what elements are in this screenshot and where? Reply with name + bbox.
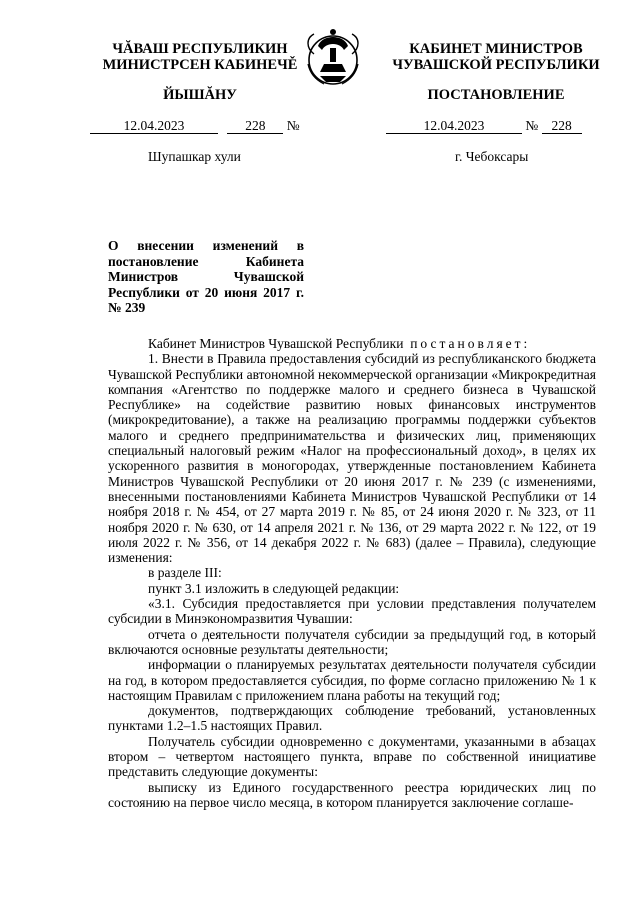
- left-number-sign: №: [286, 118, 300, 133]
- intro-paragraph: [108, 336, 596, 351]
- paragraph-9: выписку из Единого государственного реестра юридических лиц по состоянию на первое число месяца, в котором планируется заключение соглаше-: [108, 779, 596, 810]
- left-city: Шупашкар хули: [148, 149, 241, 164]
- left-date: 12.04.2023: [90, 118, 218, 134]
- header-left-line1: ЧĂВАШ РЕСПУБЛИКИН: [112, 41, 288, 57]
- chuvash-coat-of-arms-icon: [300, 24, 366, 88]
- intro-text: Кабинет Министров Чувашской Республики: [148, 336, 404, 351]
- header-left-kind: ЙЫШĂНУ: [163, 87, 237, 103]
- header-left-line2: МИНИСТРСЕН КАБИНЕЧĚ: [102, 57, 298, 73]
- paragraph-1: 1. Внести в Правила предоставления субсидий из республиканского бюджета Чувашской Республики автономной некоммерческой организации «Микрокредитная компания «Агентство по поддержке малого и среднего бизнеса в Чувашской Республике» на содействие развитию новых финансовых инструментов (микрокредитование), а также на реализацию программы поддержки субъектов малого и среднего предпринимательства и физических лиц, применяющих специальный налоговый режим «Налог на профессиональный доход», в целях их ускоренного развития в моногородах, утвержденные постановлением Кабинета Министров Чувашской Республики от 20 июня 2017 г. № 239 (с изменениями, внесенными постановлениями Кабинета Министров Чувашской Республики от 14 ноября 2018 г. № 454, от 27 марта 2019 г. № 85, от 24 июня 2020 г. № 323, от 11 ноября 2020 г. № 630, от 14 апреля 2021 г. № 136, от 29 марта 2022 г. № 122, от 19 июля 2022 г. № 356, от 14 декабря 2022 г. № 683) (далее – Правила), следующие изменения:: [108, 351, 596, 566]
- paragraph-6: информации о планируемых результатах деятельности получателя субсидии на год, в котором предоставляется субсидия, по форме согласно приложению № 1 к настоящим Правилам с приложением плана работы на текущий год;: [108, 657, 596, 703]
- paragraph-7: документов, подтверждающих соблюдение требований, установленных пунктами 1.2–1.5 настоящих Правил.: [108, 703, 596, 734]
- paragraph-3: пункт 3.1 изложить в следующей редакции:: [148, 580, 400, 596]
- paragraph-4: «3.1. Субсидия предоставляется при условии представления получателем субсидии в Минэкономразвития Чувашии:: [108, 596, 596, 627]
- right-city: г. Чебоксары: [455, 149, 529, 164]
- header-left-org: [88, 41, 312, 73]
- header-right-org: [378, 41, 614, 73]
- left-number: 228: [227, 118, 283, 134]
- paragraph-2: в разделе III:: [148, 565, 222, 581]
- document-body: [108, 336, 596, 810]
- header-right-kind: ПОСТАНОВЛЕНИЕ: [427, 87, 565, 103]
- document-title: О внесении изменений в постановление Кабинета Министров Чувашской Республики от 20 июня 2017 г. № 239: [108, 238, 304, 315]
- right-date: 12.04.2023: [386, 118, 522, 134]
- right-number: 228: [542, 118, 582, 134]
- header-right-line2: ЧУВАШСКОЙ РЕСПУБЛИКИ: [392, 57, 600, 73]
- right-dateline: [386, 118, 582, 134]
- paragraph-5: отчета о деятельности получателя субсидии за предыдущий год, в который включаются основные результаты деятельности;: [108, 626, 596, 657]
- paragraph-8: Получатель субсидии одновременно с документами, указанными в абзацах втором – четвертом настоящего пункта, вправе по собственной инициативе представить следующие документы:: [108, 733, 596, 780]
- right-number-sign: №: [525, 118, 539, 133]
- intro-decree: постановляет:: [410, 336, 531, 351]
- header-right-line1: КАБИНЕТ МИНИСТРОВ: [409, 41, 583, 57]
- left-dateline: [90, 118, 300, 134]
